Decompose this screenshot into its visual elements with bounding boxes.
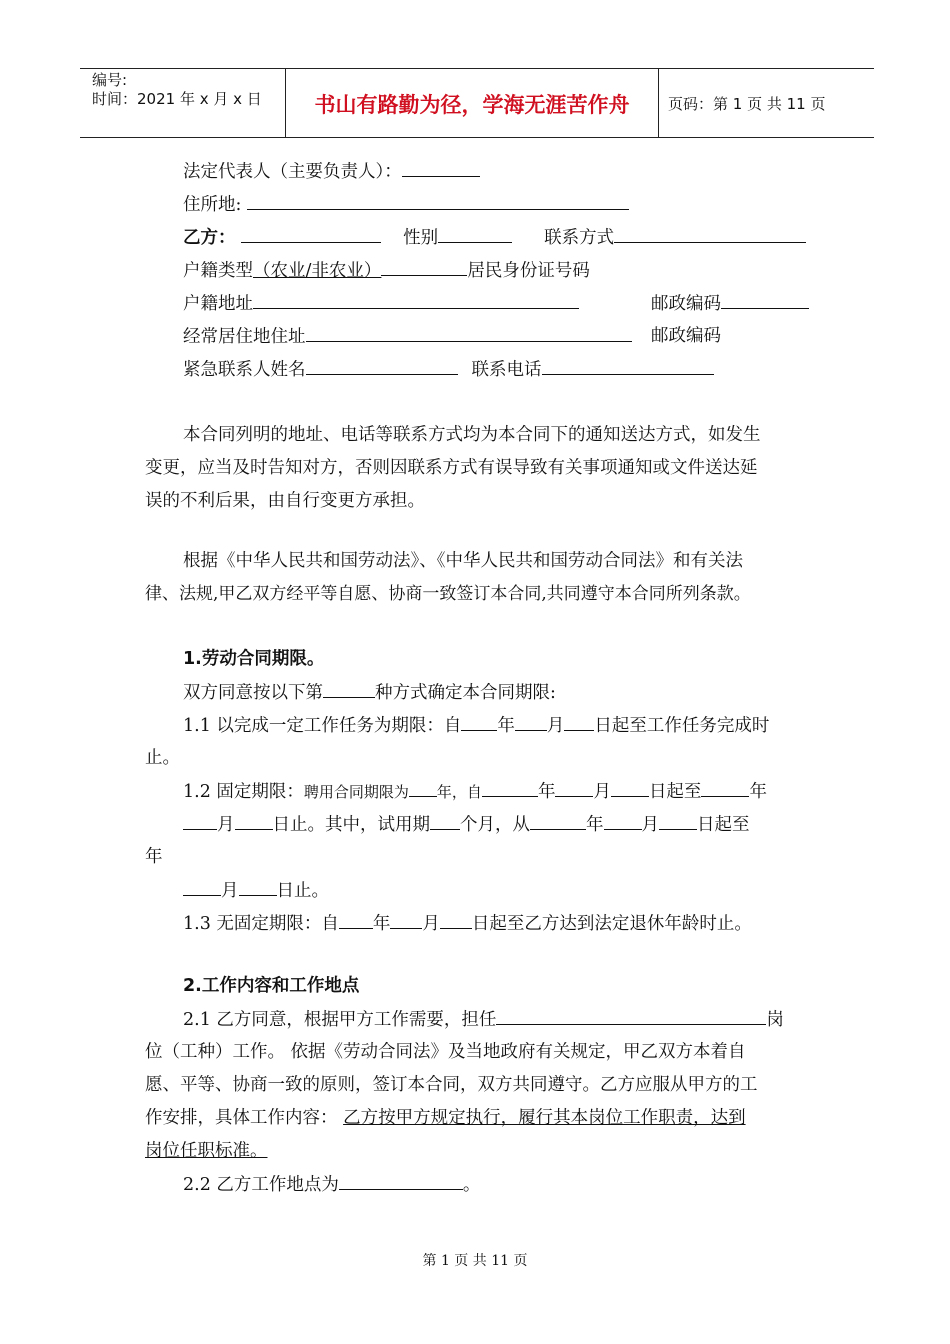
month-label: 月 [593,782,611,802]
year-label: 年 [372,914,391,934]
page-footer: 第 1 页 共 11 页 [422,1253,528,1269]
emergency-line [183,358,714,381]
year-blank[interactable] [339,912,373,929]
party-b-blank[interactable] [241,226,381,243]
date-label: 时间：2021 年 x 月 x 日 [92,90,262,108]
clause-2-2-text: 2.2 乙方工作地点为 [183,1175,339,1195]
header-page-info: 页码：第 1 页 共 11 页 [668,95,826,113]
residence-label: 经常居住地住址 [183,327,306,347]
household-type-label: 户籍类型 [183,261,253,281]
household-address-line [183,292,579,315]
emergency-name-blank[interactable] [306,358,458,375]
party-b-label: 乙方： [183,228,236,248]
work-location-blank[interactable] [339,1173,463,1190]
emergency-name-label: 紧急联系人姓名 [183,360,306,380]
month-blank[interactable] [555,780,593,797]
address-line [183,193,629,216]
notice-line-3: 误的不利后果，由自行变更方承担。 [145,491,425,511]
clause-1-2-from: 年，自 [436,783,482,801]
section1-intro [183,681,556,704]
work-content-label: 作安排，具体工作内容： [145,1108,338,1128]
clause-2-1-line2: 位（工种）工作。 依据《劳动合同法》及当地政府有关规定，甲乙双方本着自 [145,1042,746,1062]
clause-1-3-text: 1.3 无固定期限：自 [183,914,339,934]
probation-label: 日止。其中，试用期 [272,815,430,835]
clause-2-1-text: 2.1 乙方同意，根据甲方工作需要，担任 [183,1010,497,1030]
year-blank[interactable] [530,813,586,830]
clause-1-2-line3 [183,879,329,902]
clause-1-2 [183,780,767,803]
clause-1-1-text: 1.1 以完成一定工作任务为期限：自 [183,716,462,736]
household-type-blank[interactable] [381,259,467,276]
contract-type-blank[interactable] [323,681,375,698]
legal-rep-blank[interactable] [402,160,480,177]
household-address-label: 户籍地址 [183,294,253,314]
month-blank[interactable] [183,879,221,896]
clause-2-1-end: 岗 [766,1010,784,1030]
postal-code-label: 邮政编码 [651,294,721,314]
probation-months-blank[interactable] [430,813,460,830]
clause-2-1-line3: 愿、平等、协商一致的原则，签订本合同，双方共同遵守。乙方应服从甲方的工 [145,1075,758,1095]
section1-title: 1.劳动合同期限。 [183,649,325,669]
legal-rep-line [183,160,480,183]
residence-line [183,325,632,348]
clause-1-1-wrap: 止。 [145,748,180,768]
clause-1-3 [183,912,752,935]
year-blank[interactable] [482,780,538,797]
clause-1-3-end: 日起至乙方达到法定退休年龄时止。 [471,914,752,934]
year-label: 年 [537,782,556,802]
year-label: 年 [749,782,767,802]
basis-line-1: 根据《中华人民共和国劳动法》、《中华人民共和国劳动合同法》和有关法 [183,551,743,571]
year-label: 年 [586,815,604,835]
month-label: 月 [221,881,239,901]
postal-code2-label: 邮政编码 [651,326,721,346]
contact-blank[interactable] [614,226,806,243]
postal-code2-line [651,325,721,347]
page-header [80,68,874,138]
header-divider [658,69,659,137]
probation-until: 日起至 [697,815,750,835]
clause-2-2 [183,1173,480,1196]
section1-intro-b: 种方式确定本合同期限: [375,683,556,703]
household-address-blank[interactable] [253,292,579,309]
header-meta [92,71,262,109]
clause-1-2-until: 日起至 [648,782,702,802]
year-blank[interactable] [461,714,497,731]
day-blank[interactable] [440,912,472,929]
party-b-line [183,226,806,249]
id-number-label: 居民身份证号码 [467,261,590,281]
year-blank[interactable] [701,780,749,797]
phone-label: 联系电话 [471,360,542,380]
day-blank[interactable] [611,780,649,797]
work-content-value: 乙方按甲方规定执行，履行其本岗位工作职责，达到 [343,1108,746,1128]
month-blank[interactable] [604,813,642,830]
phone-blank[interactable] [542,358,714,375]
month-label: 月 [217,815,235,835]
clause-2-1 [183,1008,784,1031]
day-blank[interactable] [564,714,594,731]
clause-1-2-end: 日止。 [276,881,329,901]
day-blank[interactable] [659,813,697,830]
clause-1-2-text: 1.2 固定期限： [183,782,304,802]
notice-line-2: 变更，应当及时告知对方，否则因联系方式有误导致有关事项通知或文件送达延 [145,458,758,478]
notice-line-1: 本合同列明的地址、电话等联系方式均为本合同下的通知送达方式，如发生 [183,425,761,445]
clause-1-2-wrap: 年 [145,847,163,867]
day-blank[interactable] [239,879,277,896]
clause-2-1-line4 [145,1107,746,1129]
month-label: 月 [641,815,659,835]
number-label: 编号: [92,71,128,89]
clause-2-1-line5: 岗位任职标准。 [145,1141,268,1161]
month-blank[interactable] [183,813,217,830]
month-label: 月 [422,914,440,934]
clause-2-2-end: 。 [462,1175,481,1195]
month-blank[interactable] [390,912,422,929]
postal-code-line [651,292,809,315]
clause-1-1 [183,714,769,737]
contact-label: 联系方式 [544,228,615,248]
postal-code-blank[interactable] [721,292,809,309]
basis-line-2: 律、法规,甲乙双方经平等自愿、协商一致签订本合同,共同遵守本合同所列条款。 [145,584,751,604]
gender-blank[interactable] [438,226,512,243]
clause-1-2-line2 [183,813,750,836]
month-label: 月 [546,716,565,736]
household-type-line [183,259,590,282]
address-blank[interactable] [247,193,629,210]
residence-blank[interactable] [306,325,632,342]
section1-intro-a: 双方同意按以下第 [183,683,323,703]
year-label: 年 [497,716,515,736]
header-motto: 书山有路勤为径，学海无涯苦作舟 [314,93,630,117]
section2-title: 2.工作内容和工作地点 [183,976,360,996]
clause-1-1-end: 日起至工作任务完成时 [594,716,770,736]
day-blank[interactable] [235,813,273,830]
legal-rep-label: 法定代表人（主要负责人）： [183,162,402,182]
position-blank[interactable] [496,1008,766,1025]
probation-from: 个月，从 [460,815,530,835]
household-type-value: （农业/非农业） [253,261,382,281]
gender-label: 性别 [403,228,439,248]
month-blank[interactable] [515,714,547,731]
term-years-blank[interactable] [409,780,437,797]
clause-1-2-term: 聘用合同期限为 [303,783,409,801]
address-label: 住所地: [183,195,242,215]
